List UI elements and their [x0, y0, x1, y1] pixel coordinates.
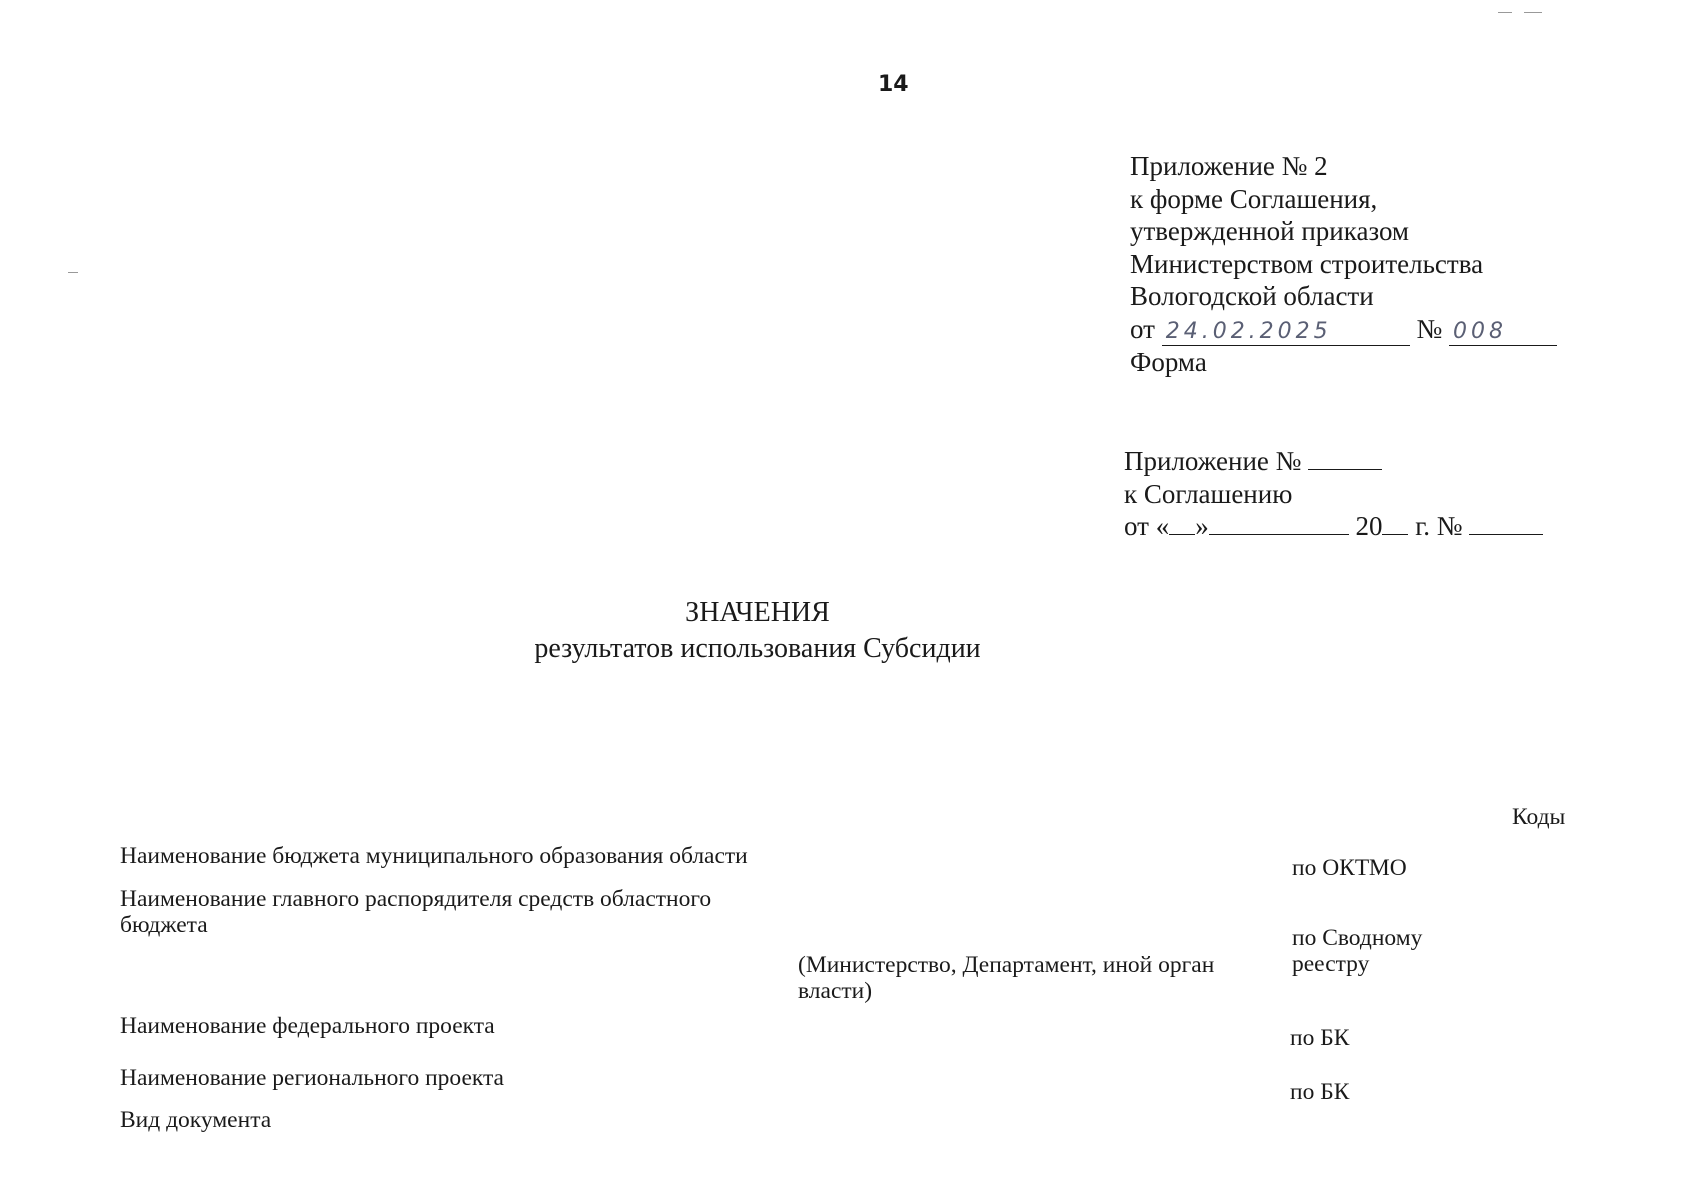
appendix-form-line: утвержденной приказом [1130, 216, 1410, 246]
document-subtitle: результатов использования Субсидии [534, 633, 981, 664]
bk-label-1: по БК [1290, 1025, 1350, 1051]
form-label: Форма [1130, 346, 1207, 377]
appendix-form-block [1130, 150, 1557, 378]
date-prefix: от [1130, 313, 1155, 344]
appendix-form-line: Министерством строительства [1130, 248, 1484, 279]
manager-hint: (Министерство, Департамент, иной орган власти) [798, 952, 1215, 1004]
appendix-number-blank [1308, 445, 1382, 470]
appendix-agreement-block [1124, 445, 1543, 543]
page-number: 14 [878, 72, 909, 97]
agreement-number-blank [1469, 510, 1543, 535]
scan-mark [1498, 12, 1512, 13]
agreement-date-prefix: от « [1124, 511, 1170, 541]
agreement-number-prefix: г. № [1415, 511, 1463, 541]
day-blank [1169, 510, 1195, 535]
appendix-form-line: к форме Соглашения, [1130, 183, 1378, 214]
agreement-year: 20 [1355, 511, 1383, 541]
appendix-number-line [1124, 445, 1543, 478]
scan-mark [1524, 12, 1542, 13]
year-blank [1382, 510, 1408, 535]
number-prefix: № [1416, 313, 1443, 344]
agreement-date-line [1124, 510, 1543, 543]
appendix-form-line: Вологодской области [1130, 281, 1374, 311]
appendix-form-line: Приложение № 2 [1130, 151, 1328, 181]
doc-type-label: Вид документа [120, 1107, 272, 1133]
handwritten-date: 24.02.2025 [1162, 319, 1410, 346]
agreement-date-mid: » [1195, 511, 1209, 541]
main-manager-label: Наименование главного распорядителя средств областного бюджета [120, 886, 712, 938]
scan-mark [68, 272, 78, 273]
bk-label-2: по БК [1290, 1079, 1350, 1105]
codes-header: Коды [1512, 804, 1566, 830]
oktmo-label: по ОКТМО [1292, 855, 1407, 881]
agreement-ref-label: к Соглашению [1124, 478, 1293, 509]
document-title: ЗНАЧЕНИЯ [685, 597, 830, 628]
federal-project-label: Наименование федерального проекта [120, 1013, 495, 1039]
handwritten-number: 008 [1449, 319, 1557, 346]
svodny-reestr-label: по Сводному реестру [1292, 925, 1423, 977]
regional-project-label: Наименование регионального проекта [120, 1065, 504, 1091]
approval-date-line [1130, 313, 1557, 346]
month-blank [1209, 510, 1349, 535]
appendix-number-label: Приложение № [1124, 446, 1302, 476]
budget-name-label: Наименование бюджета муниципального образования области [120, 843, 748, 869]
